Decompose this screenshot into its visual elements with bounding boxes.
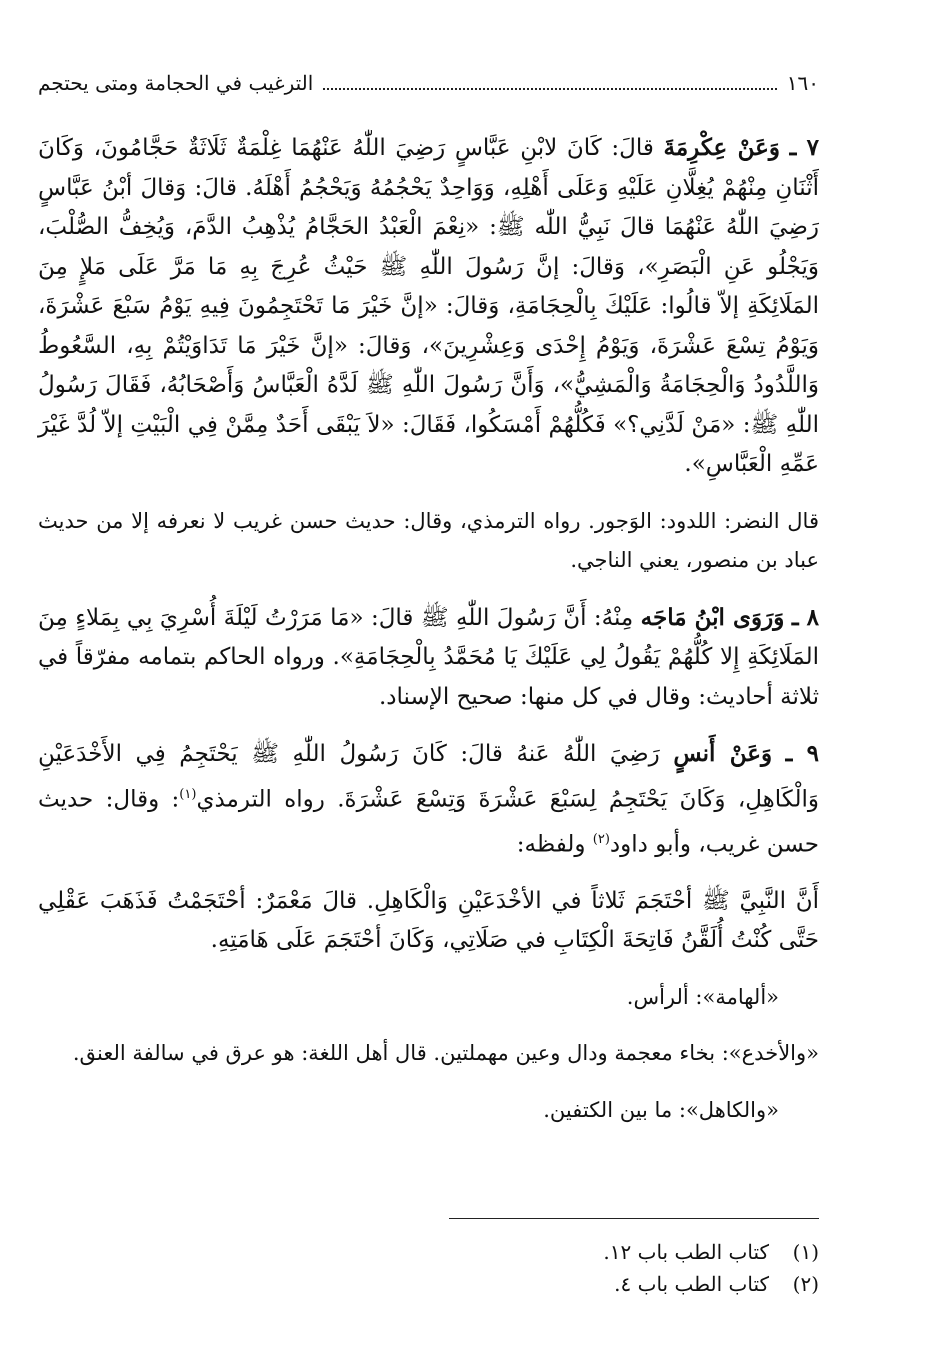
hadith-text: مِنْهُ: أَنَّ رَسُولَ اللّٰهِ ﷺ قالَ: «مَا مَرَرْتُ لَيْلَةَ أُسْرِيَ بِي بِمَلاءٍ مِنَ المَلَائِكَةِ إِلا كُلُّهُمْ يَقُولُ لِي عَلَيْكَ يَا مُحَمَّدُ بِالْحِجَامَةِ». ورواه الحاكم بتمامه مفرّقاً في ثلاثة أحاديث: وقال في كل منها: صحيح الإسناد. bbox=[38, 604, 819, 710]
hadith-text: رَضِيَ اللّٰهُ عَنهُ قالَ: كَانَ رَسُولُ اللّٰهِ ﷺ يَحْتَجِمُ فِي الأَخْدَعَيْنِ وَالْكَاهِلِ، وَكَانَ يَحْتَجِمُ لِسَبْعَ عَشْرَةَ وَتِسْعَ عَشْرَةَ. رواه الترمذي bbox=[38, 741, 819, 813]
footnotes bbox=[300, 1236, 819, 1300]
hadith-9 bbox=[38, 734, 819, 865]
header-dot-leader bbox=[323, 76, 776, 90]
main-text bbox=[38, 128, 819, 1147]
definition-hama: «ألهامة»: ألرأس. bbox=[626, 984, 779, 1009]
definition-kahil: «والكاهل»: ما بين الكتفين. bbox=[543, 1097, 779, 1122]
hadith-text-end: ولفظه: bbox=[516, 831, 593, 858]
hadith-number: ٩ ـ bbox=[785, 740, 820, 767]
definition-akhda: «والأخدع»: بخاء معجمة ودال وعين مهملتين. قال أهل اللغة: هو عرق في سالفة العنق. bbox=[72, 1041, 819, 1066]
footnote-number: (٢) bbox=[792, 1272, 819, 1296]
footnote-item bbox=[300, 1268, 819, 1300]
footnote-ref-2: (٢) bbox=[592, 831, 610, 847]
hadith-text: قالَ: كَانَ لابْنِ عَبَّاسٍ رَضِيَ اللّٰهُ عَنْهُمَا غِلْمَةٌ ثَلَاثَةٌ حَجَّامُونَ، وَكَانَ أَثْنَانِ مِنْهُمْ يُغِلَّانِ عَلَيْهِ وَعَلَى أَهْلِهِ، وَوَاحِدٌ يَحْجُمُهُ وَيَحْجُمُ أَهْلَهُ. قالَ: وَقالَ أبْنُ عَبَّاسٍ رَضِيَ اللّٰهُ عَنْهُمَا قالَ نَبِيُّ اللّٰه ﷺ: «نِعْمَ الْعَبْدُ الحَجَّامُ يُذْهِبُ الدَّمَ، وَيُخِفُّ الصُّلْبَ، وَيَجْلُو عَنِ الْبَصَرِ»، وَقالَ: إنَّ رَسُولَ اللّٰهِ ﷺ حَيْثُ عُرِجَ بِهِ مَا مَرَّ عَلَى مَلإٍ مِنَ المَلَائِكَةِ إلاّ قالُوا: عَلَيْكَ بِالْحِجَامَةِ، وَقالَ: «إنَّ خَيْرَ مَا تَحْتَجِمُونَ فِيهِ يَوْمُ سَبْعَ عَشْرَةَ، وَيَوْمُ تِسْعَ عَشْرَةَ، وَيَوْمُ إِحْدَى وَعِشْرِينَ»، وَقالَ: «إنَّ خَيْرَ مَا تَدَاوَيْتُمْ بِهِ، السَّعُوطُ وَاللَّدُودُ وَالْحِجَامَةُ وَالْمَشِيُّ»، وَأَنَّ رَسُولَ اللّٰهِ ﷺ لَدَّهُ الْعَبَّاسُ وَأَصْحَابُهُ، فَقَالَ رَسُولُ اللّٰهِ ﷺ: «مَنْ لَدَّنِي؟» فَكُلُّهُمْ أَمْسَكُوا، فَقَالَ: «لاَ يَبْقَى أَحَدٌ مِمَّنْ فِي الْبَيْتِ إلاّ لُدَّ غَيْرَ عَمِّهِ الْعَبَّاسِ». bbox=[38, 135, 819, 477]
hadith-lead: وَعَنْ أَنسٍ bbox=[673, 740, 773, 767]
footnote-text: كتاب الطب باب ٤. bbox=[614, 1272, 769, 1296]
hadith-text-cont: : وقال: حديث حسن غريب، وأبو داود bbox=[38, 786, 819, 858]
page-header bbox=[38, 70, 819, 96]
page-number: ١٦٠ bbox=[786, 71, 819, 95]
hadith-8 bbox=[38, 598, 819, 718]
footnote-divider bbox=[449, 1218, 819, 1219]
hadith-9-variant: أَنَّ النَّبِيَّ ﷺ أحْتَجَمَ ثَلاثاً في الأخْدَعَيْنِ وَالْكَاهِلِ. قالَ مَعْمَرٌ: أحْتَجَمْتُ فَذَهَبَ عَقْلِي حَتَّى كُنْتُ أُلَقَّنُ فَاتِحَةَ الْكِتَابِ في صَلَاتِي، وَكَانَ أحْتَجَمَ عَلَى هَامَتِهِ. bbox=[38, 887, 819, 954]
footnote-text: كتاب الطب باب ١٢. bbox=[603, 1240, 769, 1264]
running-title: الترغيب في الحجامة ومتى يحتجم bbox=[38, 71, 314, 95]
footnote-ref-1: (١) bbox=[179, 786, 197, 802]
hadith-7-commentary: قال النضر: اللدود: الوَجور. رواه الترمذي، وقال: حديث حسن غريب لا نعرفه إلا من حديث عباد بن منصور، يعني الناجي. bbox=[38, 508, 819, 572]
footnote-item bbox=[300, 1236, 819, 1268]
hadith-number: ٨ ـ bbox=[791, 603, 820, 631]
footnote-number: (١) bbox=[792, 1240, 819, 1264]
hadith-lead: وَرَوَى ابْنُ مَاجَه bbox=[640, 603, 785, 631]
hadith-lead: وَعَنْ عِكْرِمَةَ bbox=[663, 134, 780, 161]
hadith-number: ٧ ـ bbox=[789, 134, 820, 161]
hadith-7 bbox=[38, 128, 819, 485]
